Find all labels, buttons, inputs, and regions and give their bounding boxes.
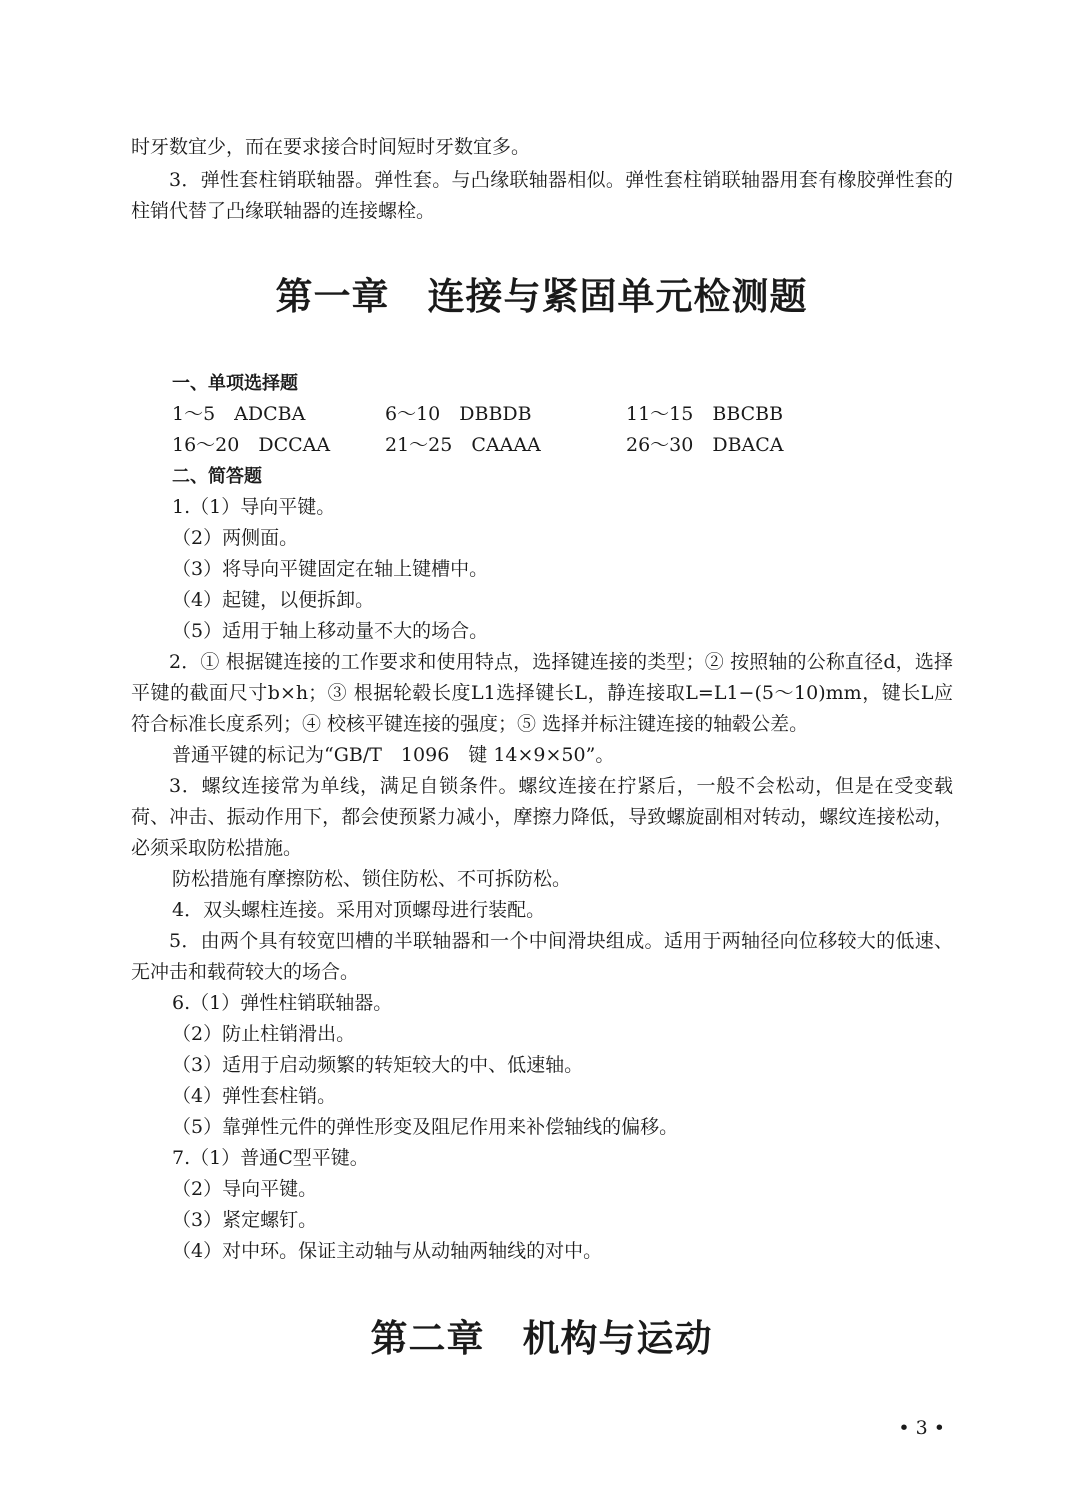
answer-line: 1.（1）导向平键。 (172, 496, 336, 518)
section-heading-single-choice: 一、单项选择题 (172, 373, 298, 394)
answer-group: 1～5 ADCBA (172, 403, 306, 425)
answer-line: （4）对中环。保证主动轴与从动轴两轴线的对中。 (172, 1240, 603, 1262)
answer-line: 6.（1）弹性柱销联轴器。 (172, 992, 393, 1014)
answer-group: 6～10 DBBDB (385, 403, 532, 425)
paragraph-continuation: 时牙数宜少，而在要求接合时间短时牙数宜多。 (131, 136, 531, 158)
chapter-2-title: 第二章 机构与运动 (370, 1316, 713, 1360)
answer-line: （2）防止柱销滑出。 (172, 1023, 356, 1045)
answer-line: （5）靠弹性元件的弹性形变及阻尼作用来补偿轴线的偏移。 (172, 1116, 679, 1138)
answer-line: （5）适用于轴上移动量不大的场合。 (172, 620, 489, 642)
answer-group: 16～20 DCCAA (172, 434, 331, 456)
answer-paragraph-q3: 3．螺纹连接常为单线，满足自锁条件。螺纹连接在拧紧后，一般不会松动，但是在受变载荷、冲击、振动作用下，都会使预紧力减小，摩擦力降低，导致螺旋副相对转动，螺纹连接松动，必须采取防松措施。 (131, 775, 953, 859)
answer-line-q4: 4．双头螺柱连接。采用对顶螺母进行装配。 (172, 899, 546, 921)
answer-line: （3）将导向平键固定在轴上键槽中。 (172, 558, 489, 580)
chapter-1-title: 第一章 连接与紧固单元检测题 (275, 274, 808, 318)
paragraph-item-3: 3．弹性套柱销联轴器。弹性套。与凸缘联轴器相似。弹性套柱销联轴器用套有橡胶弹性套的柱销代替了凸缘联轴器的连接螺栓。 (131, 169, 953, 222)
answer-line: 7.（1）普通C型平键。 (172, 1147, 369, 1169)
answer-line: （2）两侧面。 (172, 527, 299, 549)
answer-paragraph-q5: 5．由两个具有较宽凹槽的半联轴器和一个中间滑块组成。适用于两轴径向位移较大的低速、无冲击和载荷较大的场合。 (131, 930, 953, 983)
answer-line: （3）紧定螺钉。 (172, 1209, 318, 1231)
answer-line: （4）起键，以便拆卸。 (172, 589, 375, 611)
answer-line-key-mark: 普通平键的标记为“GB/T 1096 键 14×9×50”。 (172, 744, 615, 766)
page-number: • 3 • (898, 1417, 945, 1439)
section-heading-short-answer: 二、简答题 (172, 466, 262, 487)
answer-paragraph-q2: 2．① 根据键连接的工作要求和使用特点，选择键连接的类型；② 按照轴的公称直径d，选择平键的截面尺寸b×h；③ 根据轮毂长度L1选择键长L，静连接取L=L1−(5～10)mm，键长L应符合标准长度系列；④ 校核平键连接的强度；⑤ 选择并标注键连接的轴毂公差。 (131, 651, 953, 735)
answer-group: 26～30 DBACA (626, 434, 784, 456)
answer-line: 防松措施有摩擦防松、锁住防松、不可拆防松。 (172, 868, 572, 890)
answer-group: 21～25 CAAAA (385, 434, 541, 456)
answer-group: 11～15 BBCBB (626, 403, 784, 425)
answer-line: （2）导向平键。 (172, 1178, 318, 1200)
answer-line: （3）适用于启动频繁的转矩较大的中、低速轴。 (172, 1054, 584, 1076)
answer-line: （4）弹性套柱销。 (172, 1085, 337, 1107)
